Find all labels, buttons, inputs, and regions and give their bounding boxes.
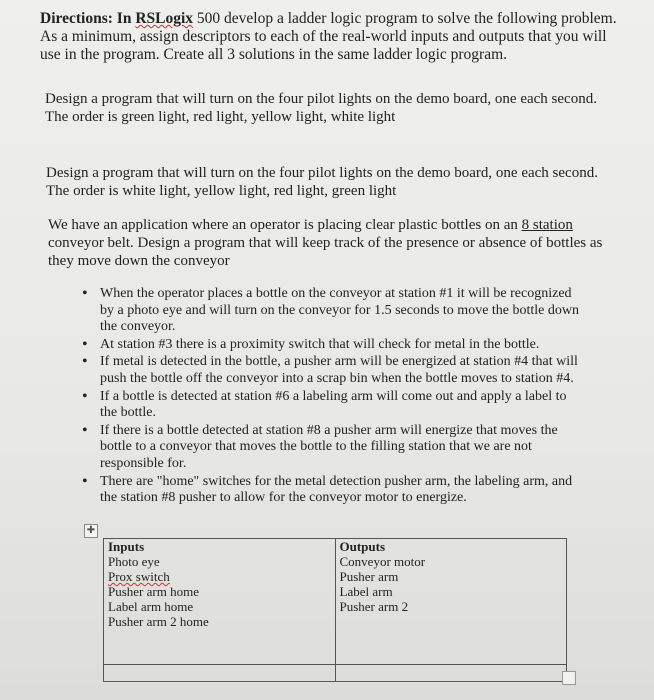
output-item: Pusher arm 2 <box>339 599 409 614</box>
table-move-handle-icon[interactable]: ✚ <box>84 524 98 538</box>
list-item: • If a bottle is detected at station #6 a labeling arm will come out and apply a label to the bottle. <box>80 389 580 422</box>
problem-3-underlined: 8 station <box>521 217 573 233</box>
output-item: Label arm <box>339 584 393 599</box>
output-item: Conveyor motor <box>339 554 426 569</box>
empty-cell[interactable] <box>104 665 336 682</box>
problem-2: Design a program that will turn on the four pilot lights on the demo board, one each second. The order is white light, yellow light, red light, green light <box>46 165 598 199</box>
list-item: • At station #3 there is a proximity switch that will check for metal in the bottle. <box>80 337 580 354</box>
input-item: Photo eye <box>108 554 160 569</box>
input-item: Label arm home <box>108 599 194 614</box>
output-item: Pusher arm <box>339 569 399 584</box>
io-table <box>103 538 567 682</box>
list-item: • If there is a bottle detected at station #8 a pusher arm will energize that moves the bottle to a conveyor that moves the bottle to the filling station that we are not responsible for. <box>80 423 580 473</box>
problem-3-before: We have an application where an operator is placing clear plastic bottles on an <box>48 217 518 233</box>
directions-label: Directions: <box>40 10 113 27</box>
empty-cell[interactable] <box>335 665 567 682</box>
input-item: Pusher arm home <box>108 584 199 599</box>
directions-body: 500 develop a ladder logic program to solve the following problem. As a minimum, assign descriptors to each of the real-world inputs and outputs that you will use in the program. Create all 3 solutions in the same ladder logic program. <box>40 10 617 63</box>
problem-3 <box>48 216 608 270</box>
list-item: • When the operator places a bottle on the conveyor at station #1 it will be recognized by a photo eye and will turn on the conveyor for 1.5 seconds to move the bottle down the conveyor. <box>80 286 580 336</box>
list-item: • If metal is detected in the bottle, a pusher arm will be energized at station #4 that will push the bottle off the conveyor into a scrap bin when the bottle moves to station #4. <box>80 354 580 387</box>
directions-paragraph <box>40 10 620 64</box>
outputs-cell[interactable] <box>335 539 567 665</box>
table-resize-handle-icon[interactable] <box>562 671 576 685</box>
directions-in: In <box>116 10 132 27</box>
problem-3-after: conveyor belt. Design a program that will keep track of the presence or absence of bottles as they move down the conveyor <box>48 235 603 269</box>
requirements-list <box>80 286 580 508</box>
inputs-header: Inputs <box>108 539 145 554</box>
input-item: Pusher arm 2 home <box>108 614 209 629</box>
problem-1: Design a program that will turn on the four pilot lights on the demo board, one each second. The order is green light, red light, yellow light, white light <box>45 91 597 125</box>
software-name: RSLogix <box>135 10 194 27</box>
inputs-cell[interactable] <box>104 539 336 665</box>
list-item: • There are "home" switches for the metal detection pusher arm, the labeling arm, and the station #8 pusher to allow for the conveyor motor to energize. <box>80 474 580 507</box>
outputs-header: Outputs <box>339 539 386 554</box>
input-item: Prox switch <box>108 569 170 584</box>
